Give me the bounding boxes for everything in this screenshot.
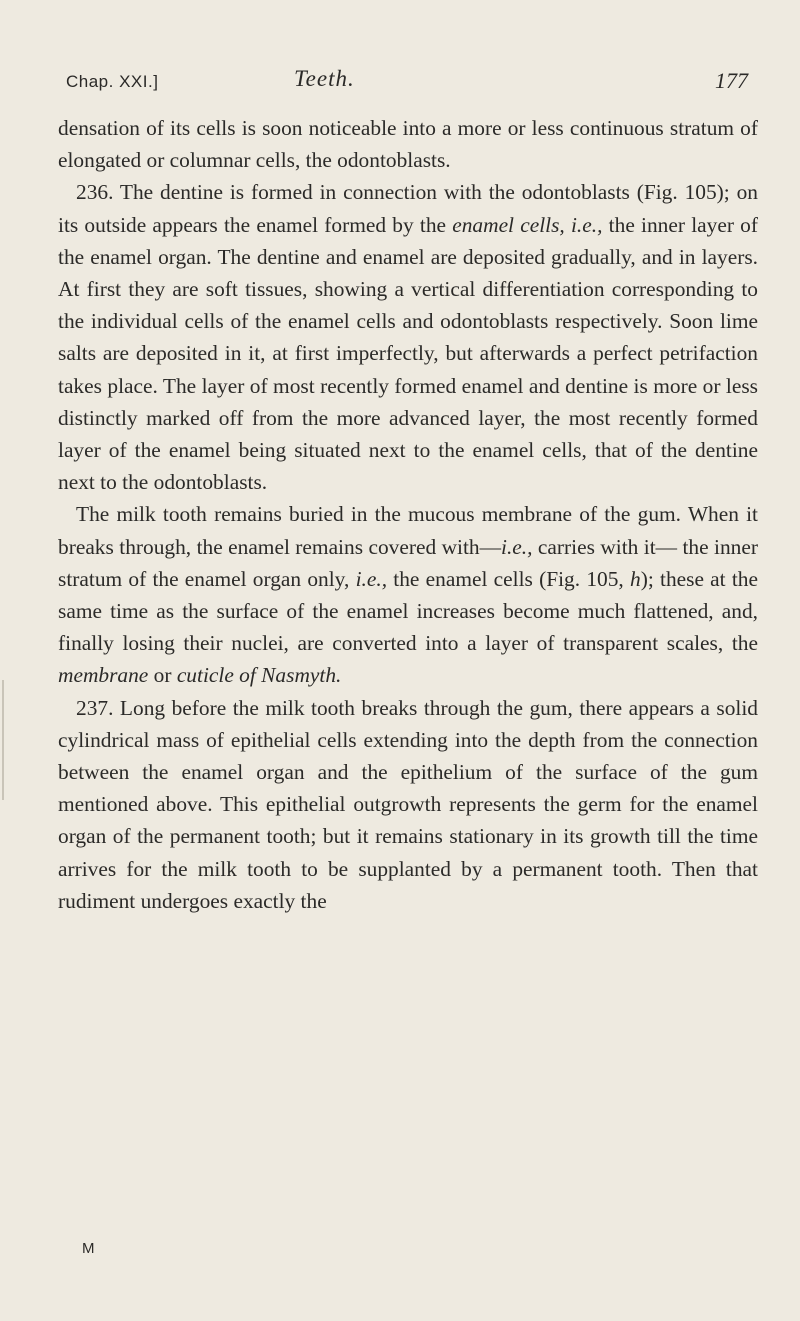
text-run: carries with it— the inner stratum of the enamel organ only, — [58, 534, 758, 591]
page-edge-shadow — [2, 680, 4, 800]
italic-text-run: membrane — [58, 663, 149, 688]
italic-text-run: cuticle of Nasmyth. — [176, 663, 342, 688]
text-run: the enamel cells (Fig. 105, — [387, 566, 630, 591]
text-run: or — [148, 663, 177, 688]
text-run: 236. The dentine is formed in connection with the odontoblasts (Fig. 105); on its outside appears the enamel formed by the — [58, 180, 758, 237]
book-page — [58, 64, 758, 917]
text-run: the inner layer of the enamel organ. The dentine and enamel are deposited gradually, and in layers. At first they are soft tissues, showing a vertical differentiation corresponding to the individual cells of the enamel cells and odontoblasts respectively. Soon lime salts are deposited in it, at first imperfectly, but afterwards a perfect petrifaction takes place. The layer of most recently formed enamel and dentine is more or less distinctly marked off from the more advanced layer, the most recently formed layer of the enamel being situated next to the enamel cells, that of the dentine next to the odontoblasts. — [58, 212, 758, 495]
chapter-label: Chap. XXI.] — [66, 72, 159, 91]
paragraph — [58, 112, 758, 176]
paragraph — [58, 176, 758, 498]
italic-text-run: h — [630, 566, 641, 591]
paragraph — [58, 692, 758, 917]
signature-mark: M — [82, 1240, 95, 1257]
italic-text-run: i.e., — [501, 534, 533, 559]
paragraph — [58, 498, 758, 691]
running-header — [58, 64, 758, 98]
text-run: The milk tooth remains buried in the mucous membrane of the gum. When it breaks through, the enamel remains covered with— — [58, 502, 758, 559]
italic-text-run: i.e., — [355, 566, 388, 591]
italic-text-run: enamel cells, i.e., — [452, 212, 603, 237]
running-title: Teeth. — [294, 66, 355, 91]
text-run: 237. Long before the milk tooth breaks through the gum, there appears a solid cylindrical mass of epithelial cells extending into the depth from the connection between the enamel organ and the epithelium of the surface of the gum mentioned above. This epithelial outgrowth represents the germ for the enamel organ of the permanent tooth; but it remains stationary in its growth till the time arrives for the milk tooth to be supplanted by a permanent tooth. Then that rudiment undergoes exactly the — [58, 695, 758, 913]
body-text — [58, 112, 758, 917]
page-number: 177 — [715, 68, 748, 93]
text-run: ); these at the same time as the surface of the enamel increases become much flattened, and, finally losing their nuclei, are converted into a layer of transparent scales, the — [58, 566, 758, 656]
text-run: densation of its cells is soon noticeable into a more or less continuous stratum of elongated or columnar cells, the odontoblasts. — [58, 116, 758, 173]
